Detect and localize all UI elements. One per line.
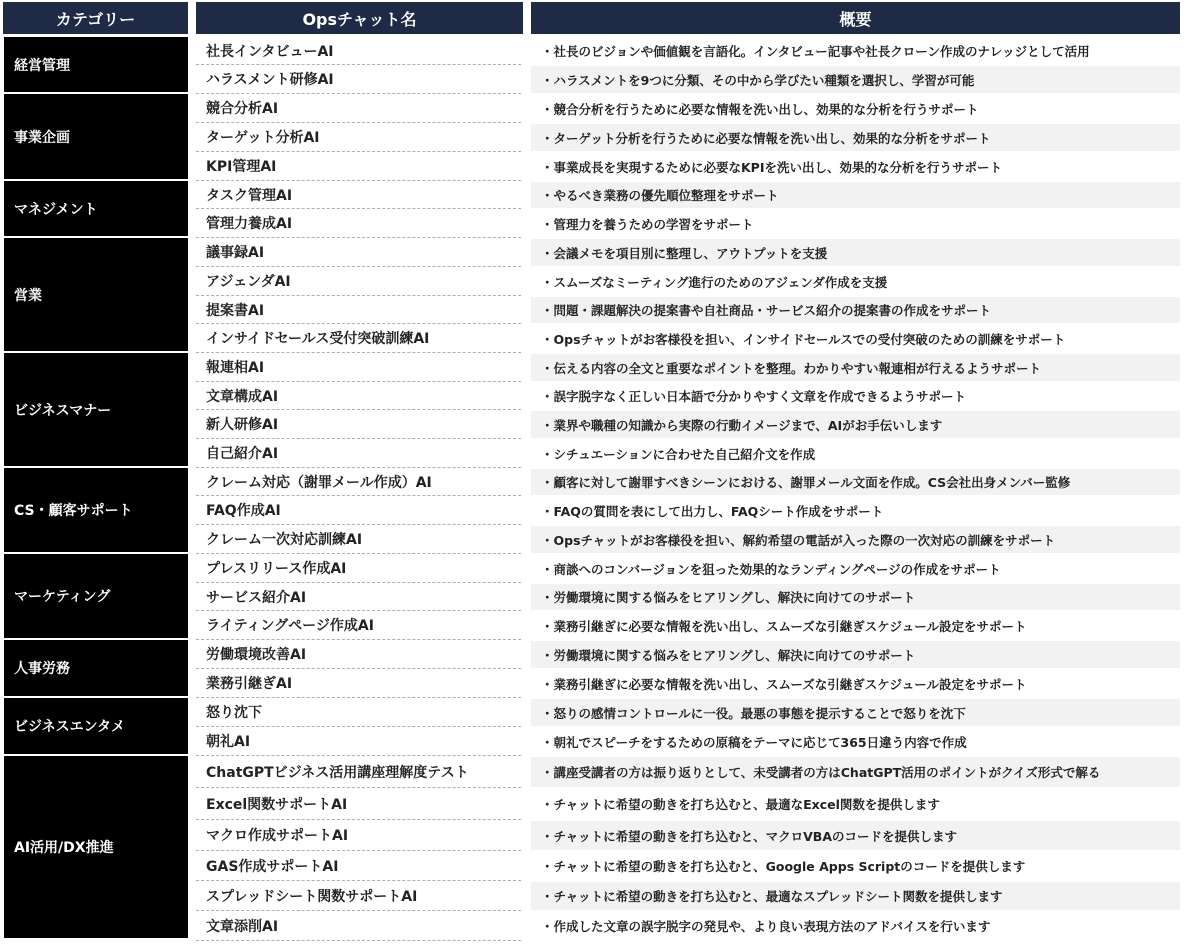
summary-cell: ・シチュエーションに合わせた自己紹介文を作成 (541, 446, 816, 462)
summary-cell: ・チャットに希望の動きを打ち込むと、最適なExcel関数を提供します (541, 797, 940, 812)
category-cell: マーケティング (4, 554, 188, 638)
summary-cell: ・会議メモを項目別に整理し、アウトプットを支援 (531, 239, 1180, 266)
summary-cell: ・管理力を養うための学習をサポート (541, 216, 754, 232)
category-cell: マネジメント (4, 181, 188, 236)
summary-cell: ・伝える内容の全文と重要なポイントを整理。わかりやすい報連相が行えるようサポート (531, 354, 1180, 381)
category-cell: AI活用/DX推進 (4, 756, 188, 938)
chat-name-cell: ライティングページ作成AI (196, 611, 521, 640)
chat-name-cell: ハラスメント研修AI (196, 65, 521, 94)
summary-cell: ・問題・課題解決の提案書や自社商品・サービス紹介の提案書の作成をサポート (531, 297, 1180, 323)
summary-cell: ・ハラスメントを9つに分類、その中から学びたい種類を選択し、学習が可能 (531, 66, 1180, 93)
chat-name-cell: 議事録AI (196, 238, 521, 267)
category-cell: 人事労務 (4, 640, 188, 696)
chat-name-cell: Excel関数サポートAI (196, 788, 521, 820)
chat-name-cell: 業務引継ぎAI (196, 669, 521, 698)
header-category: カテゴリー (3, 2, 188, 34)
chat-name-cell: マクロ作成サポートAI (196, 820, 521, 851)
chat-name-cell: アジェンダAI (196, 267, 521, 296)
summary-cell: ・顧客に対して謝罪すべきシーンにおける、謝罪メール文面を作成。CS会社出身メンバー監修 (531, 469, 1180, 495)
summary-cell: ・朝礼でスピーチをするための原稿をテーマに応じて365日違う内容で作成 (541, 734, 967, 750)
chat-name-cell: 文章構成AI (196, 382, 521, 410)
chat-name-cell: クレーム一次対応訓練AI (196, 525, 521, 554)
summary-cell: ・FAQの質問を表にして出力し、FAQシート作成をサポート (541, 503, 884, 519)
chat-name-cell: 自己紹介AI (196, 439, 521, 468)
category-cell: 経営管理 (4, 37, 188, 92)
category-cell: ビジネスマナー (4, 353, 188, 466)
chat-name-cell: 報連相AI (196, 353, 521, 382)
summary-cell: ・Opsチャットがお客様役を担い、インサイドセールスでの受付突破のための訓練をサポート (541, 331, 1066, 347)
summary-cell: ・業務引継ぎに必要な情報を洗い出し、スムーズな引継ぎスケジュール設定をサポート (541, 676, 1027, 692)
summary-cell: ・チャットに希望の動きを打ち込むと、マクロVBAのコードを提供します (531, 821, 1180, 850)
chat-name-cell: ターゲット分析AI (196, 123, 521, 152)
category-cell: ビジネスエンタメ (4, 698, 188, 754)
chat-name-cell: 社長インタビューAI (196, 37, 521, 65)
chat-name-cell: 管理力養成AI (196, 209, 521, 238)
chat-name-cell: クレーム対応（謝罪メール作成）AI (196, 468, 521, 496)
category-cell: CS・顧客サポート (4, 468, 188, 552)
category-cell: 営業 (4, 238, 188, 351)
chat-name-cell: サービス紹介AI (196, 583, 521, 611)
chat-name-cell: KPI管理AI (196, 152, 521, 181)
category-cell: 事業企画 (4, 94, 188, 179)
summary-cell: ・Opsチャットがお客様役を担い、解約希望の電話が入った際の一次対応の訓練をサポート (531, 526, 1180, 553)
summary-cell: ・事業成長を実現するために必要なKPIを洗い出し、効果的な分析を行うサポート (541, 159, 1003, 175)
summary-cell: ・チャットに希望の動きを打ち込むと、最適なスプレッドシート関数を提供します (531, 882, 1180, 910)
summary-cell: ・労働環境に関する悩みをヒアリングし、解決に向けてのサポート (531, 641, 1180, 668)
summary-cell: ・作成した文章の誤字脱字の発見や、より良い表現方法のアドバイスを行います (541, 919, 991, 934)
summary-cell: ・チャットに希望の動きを打ち込むと、Google Apps Scriptのコードを提供します (541, 859, 1026, 874)
chat-name-cell: インサイドセールス受付突破訓練AI (196, 324, 521, 353)
header-chat-name: Opsチャット名 (196, 2, 523, 34)
summary-cell: ・競合分析を行うために必要な情報を洗い出し、効果的な分析を行うサポート (541, 101, 979, 117)
summary-cell: ・ターゲット分析を行うために必要な情報を洗い出し、効果的な分析をサポート (531, 124, 1180, 151)
chat-name-cell: 怒り沈下 (196, 698, 521, 727)
summary-cell: ・商談へのコンバージョンを狙った効果的なランディングページの作成をサポート (541, 561, 1001, 577)
chat-name-cell: 労働環境改善AI (196, 640, 521, 669)
chat-name-cell: ChatGPTビジネス活用講座理解度テスト (196, 756, 521, 788)
chat-name-cell: 提案書AI (196, 296, 521, 324)
chat-name-cell: 競合分析AI (196, 94, 521, 123)
chat-name-cell: 朝礼AI (196, 727, 521, 756)
summary-cell: ・誤字脱字なく正しい日本語で分かりやすく文章を作成できるようサポート (541, 389, 967, 404)
summary-cell: ・怒りの感情コントロールに一役。最悪の事態を提示することで怒りを沈下 (531, 699, 1180, 726)
chat-name-cell: スプレッドシート関数サポートAI (196, 881, 521, 911)
summary-cell: ・やるべき業務の優先順位整理をサポート (531, 182, 1180, 208)
chat-name-cell: GAS作成サポートAI (196, 851, 521, 881)
summary-cell: ・スムーズなミーティング進行のためのアジェンダ作成を支援 (541, 274, 888, 290)
header-summary: 概要 (531, 2, 1180, 34)
summary-cell: ・労働環境に関する悩みをヒアリングし、解決に向けてのサポート (531, 584, 1180, 610)
chat-name-cell: 新人研修AI (196, 410, 521, 439)
summary-cell: ・社長のビジョンや価値観を言語化。インタビュー記事や社長クローン作成のナレッジとして活用 (541, 44, 1090, 59)
summary-cell: ・業務引継ぎに必要な情報を洗い出し、スムーズな引継ぎスケジュール設定をサポート (541, 618, 1027, 634)
summary-cell: ・講座受講者の方は振り返りとして、未受講者の方はChatGPT活用のポイントがクイズ形式で解る (531, 757, 1180, 787)
chat-name-cell: タスク管理AI (196, 181, 521, 209)
chat-name-cell: FAQ作成AI (196, 496, 521, 525)
summary-cell: ・業界や職種の知識から実際の行動イメージまで、AIがお手伝いします (531, 411, 1180, 438)
chat-name-cell: 文章添削AI (196, 911, 521, 941)
chat-name-cell: プレスリリース作成AI (196, 554, 521, 583)
